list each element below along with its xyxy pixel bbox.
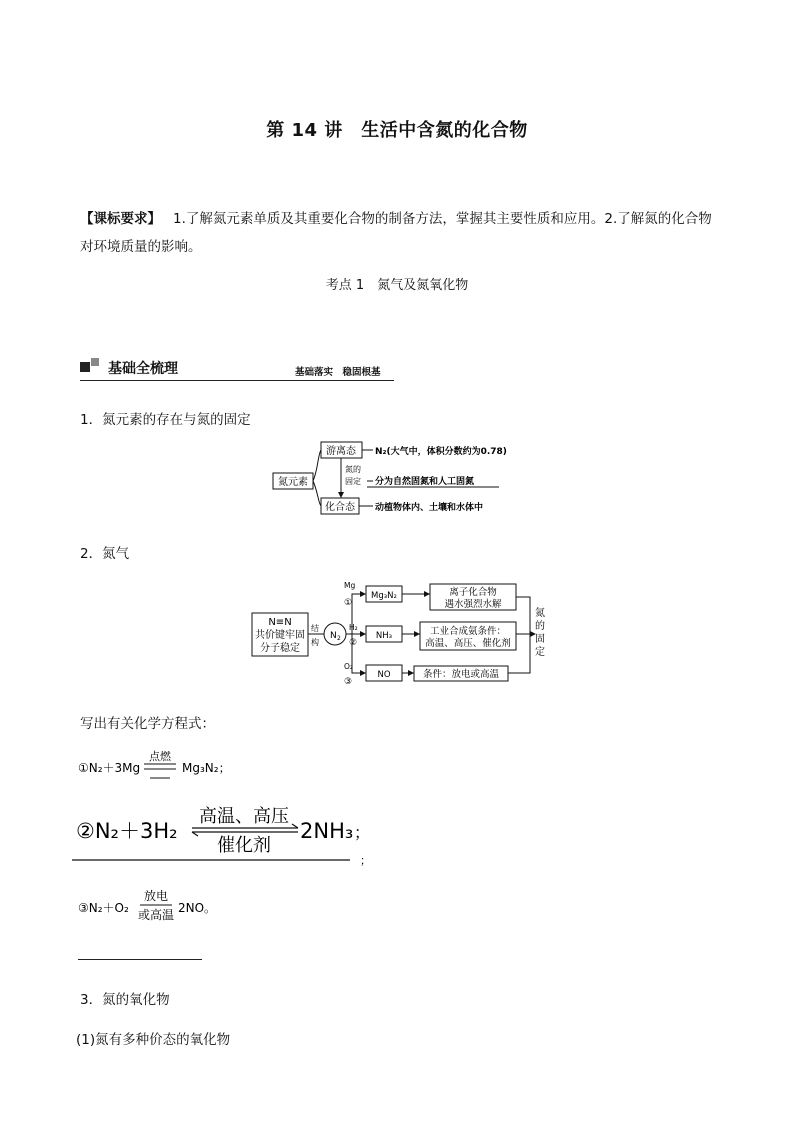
fix-label-2: 固定 <box>345 477 361 486</box>
eq2-semicolon-1: ； <box>354 823 371 842</box>
side-char-4: 定 <box>535 647 545 658</box>
c2-label: ② <box>349 638 358 648</box>
compound-label: 化合态 <box>325 502 355 513</box>
answer-blank-line <box>78 959 202 960</box>
info1-line-2: 遇水强烈水解 <box>444 599 502 610</box>
brace-lower <box>313 481 321 506</box>
h2-label: H₂ <box>349 623 358 632</box>
section-subtitle: 基础落实 稳固根基 <box>295 367 381 378</box>
info1-line-1: 离子化合物 <box>449 587 497 598</box>
free-label: 游离态 <box>326 446 356 457</box>
kaodian-heading: 考点 1 氮气及氮氧化物 <box>325 278 469 293</box>
item1-heading: 1．氮元素的存在与氮的固定 <box>80 412 251 428</box>
root-label: 氮元素 <box>278 477 308 488</box>
eq3-condition-top: 放电 <box>143 889 169 903</box>
eq1-rhs: Mg₃N₂； <box>182 761 231 775</box>
n2-subscript: 2 <box>337 635 341 642</box>
section-header <box>80 358 394 381</box>
jie-label: 结 <box>311 624 319 633</box>
equation-1 <box>76 748 236 784</box>
nitrogen-gas-diagram <box>248 580 558 688</box>
eq1-lhs: ①N₂＋3Mg <box>78 761 141 775</box>
eq3-lhs: ③N₂＋O₂ <box>78 901 129 915</box>
c3-label: ③ <box>344 677 353 687</box>
eq3-condition-bottom: 或高温 <box>137 908 175 922</box>
equation-2 <box>72 800 392 870</box>
info2-line-1: 工业合成氨条件： <box>429 626 507 637</box>
fix-note: 分为自然固氮和人工固氮 <box>375 477 475 487</box>
brace-upper <box>313 450 321 481</box>
mg-label: Mg <box>344 581 356 590</box>
eq2-rhs: 2NH₃ <box>300 819 354 843</box>
n2-label: N <box>330 631 337 641</box>
eq3-rhs: 2NO。 <box>178 901 217 915</box>
eq2-condition-top: 高温、高压 <box>199 806 289 827</box>
product3-label: NO <box>377 670 391 680</box>
eq1-condition: 点燃 <box>149 750 171 763</box>
structure-line-3: 分子稳定 <box>260 643 300 654</box>
section-square-small-icon <box>91 358 99 366</box>
requirements-text: 1.了解氮元素单质及其重要化合物的制备方法，掌握其主要性质和应用。2.了解氮的化合物对环境质量的影响。 <box>80 211 712 255</box>
side-char-1: 氮 <box>535 608 545 619</box>
info3-label: 条件：放电或高温 <box>422 669 500 680</box>
gou-label: 构 <box>311 638 319 647</box>
eq2-lhs: ②N₂＋3H₂ <box>76 819 178 843</box>
product2-label: NH₃ <box>375 631 393 641</box>
section-name: 基础全梳理 <box>108 361 178 377</box>
requirements-paragraph <box>80 205 725 261</box>
write-equations-prompt: 写出有关化学方程式： <box>80 716 215 732</box>
requirements-tag: 【课标要求】 <box>80 211 161 227</box>
page-title: 第 14 讲 生活中含氮的化合物 <box>266 120 528 141</box>
section-square-icon <box>80 362 90 372</box>
item2-heading: 2．氮气 <box>80 546 130 562</box>
side-char-3: 固 <box>535 634 545 645</box>
item3-subheading: (1)氮有多种价态的氧化物 <box>76 1032 231 1048</box>
n2-note: N₂(大气中，体积分数约为0.78) <box>375 447 507 457</box>
product1-label: Mg₃N₂ <box>371 591 397 601</box>
c1-label: ① <box>344 598 353 608</box>
compound-note: 动植物体内、土壤和水体中 <box>375 503 484 513</box>
structure-line-2: 共价键牢固 <box>255 630 305 641</box>
o2-label: O₂ <box>344 662 353 671</box>
equation-3 <box>76 886 256 926</box>
side-char-2: 的 <box>535 621 545 632</box>
item3-heading: 3．氮的氧化物 <box>80 992 170 1008</box>
eq2-condition-bottom: 催化剂 <box>217 835 271 856</box>
fix-label-1: 氮的 <box>345 465 361 474</box>
nitrogen-existence-diagram <box>266 440 536 518</box>
structure-line-1: N≡N <box>268 617 292 628</box>
info2-line-2: 高温、高压、催化剂 <box>425 638 511 649</box>
fixation-arrowhead <box>338 492 344 498</box>
eq2-semicolon-2: ； <box>360 854 371 867</box>
